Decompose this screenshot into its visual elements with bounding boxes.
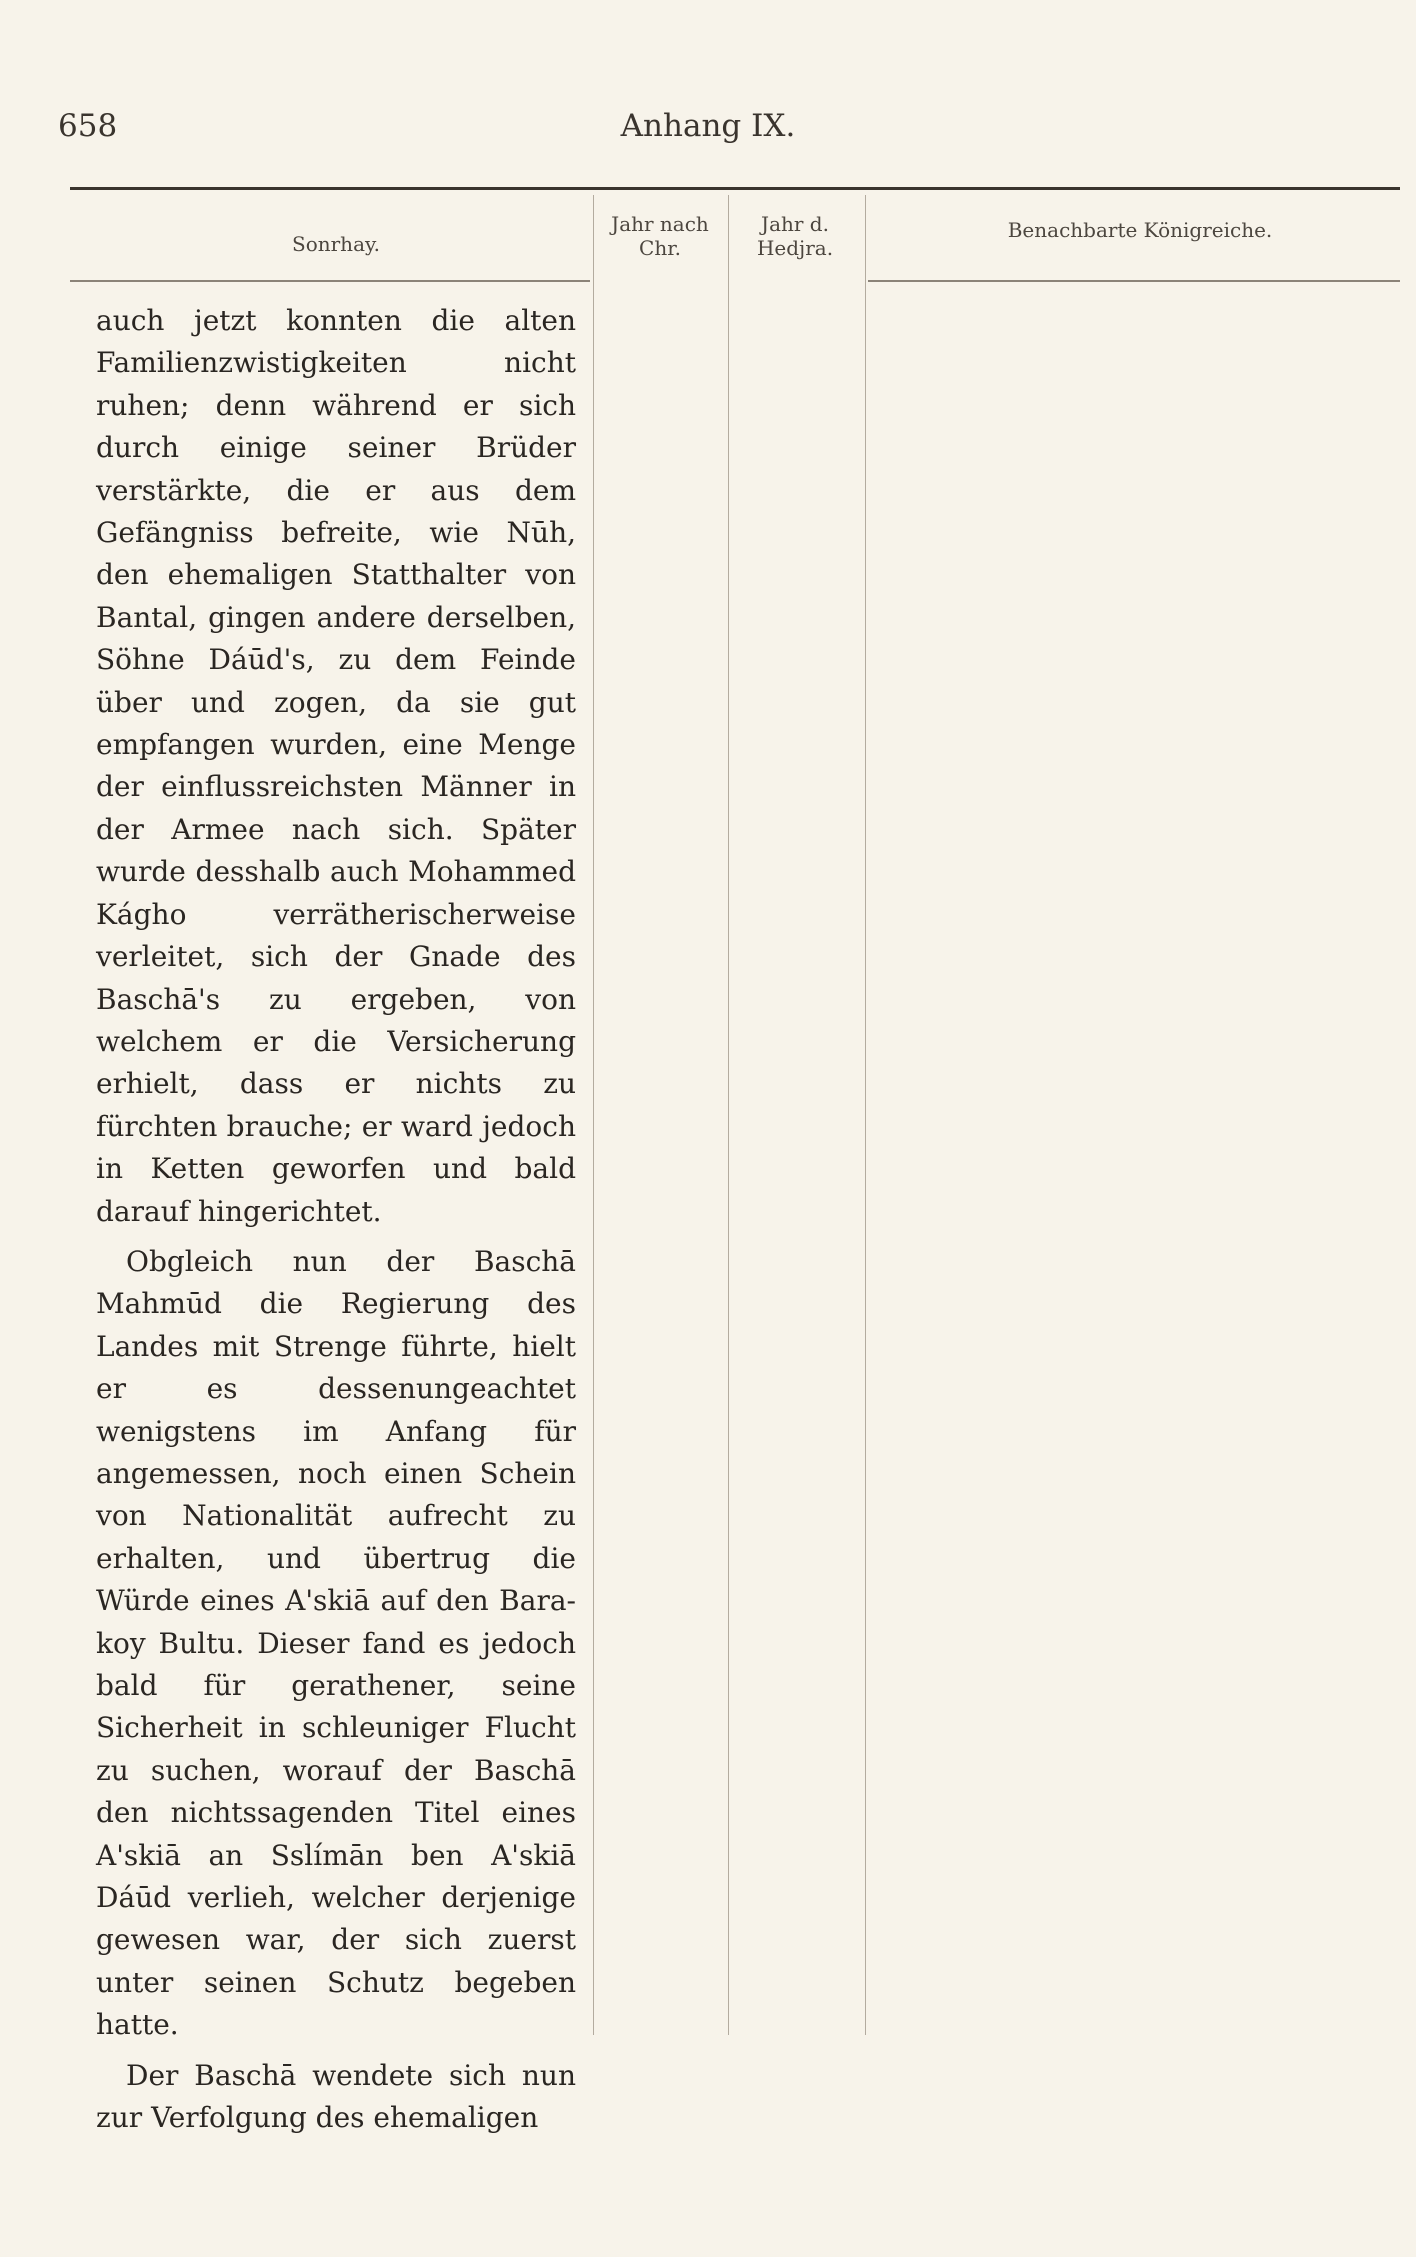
header-neighbouring-kingdoms: Benachbarte Königreiche. (1007, 218, 1273, 242)
paragraph: Der Baschā wendete sich nun zur Verfolgung des ehemaligen (96, 2058, 576, 2135)
header-rule-left (70, 280, 590, 282)
column-divider (728, 195, 729, 2035)
header-year-hijra: Jahr d. Hedjra. (756, 212, 834, 260)
column-divider (865, 195, 866, 2035)
column-divider (593, 195, 594, 2035)
running-head: Anhang IX. (620, 108, 796, 144)
paragraph: Obgleich nun der Baschā Mahmūd die Regierung des Landes mit Strenge führte, hielt er es dessenungeachtet wenigstens im Anfang für angemessen, noch einen Schein von Nationalität aufrecht zu erhalten, und übertrug die Würde eines A'skiā auf den Bara-koy Bultu. Dieser fand es jedoch bald für gerathener, seine Sicherheit in schleuniger Flucht zu suchen, worauf der Baschā den nichtssagenden Titel eines A'skiā an Sslímān ben A'skiā Dáūd verlieh, welcher derjenige gewesen war, der sich zuerst unter seinen Schutz begeben hatte. (96, 1244, 576, 2042)
header-year-ad: Jahr nach Chr. (611, 212, 709, 260)
header-rule-right (868, 280, 1400, 282)
header-sonrhay: Sonrhay. (292, 232, 380, 256)
paragraph: auch jetzt konnten die alten Familienzwistigkeiten nicht ruhen; denn während er sich durch einige seiner Brüder verstärkte, die er aus dem Gefängniss befreite, wie Nūh, den ehemaligen Statthalter von Bantal, gingen andere derselben, Söhne Dáūd's, zu dem Feinde über und zogen, da sie gut empfangen wurden, eine Menge der einflussreichsten Männer in der Armee nach sich. Später wurde desshalb auch Mohammed Kágho verrätherischerweise verleitet, sich der Gnade des Baschā's zu ergeben, von welchem er die Versicherung erhielt, dass er nichts zu fürchten brauche; er ward jedoch in Ketten geworfen und bald darauf hingerichtet. (96, 304, 576, 1228)
sonrhay-column-text (96, 300, 576, 2147)
page-number: 658 (58, 108, 118, 144)
table-top-rule (70, 187, 1400, 190)
